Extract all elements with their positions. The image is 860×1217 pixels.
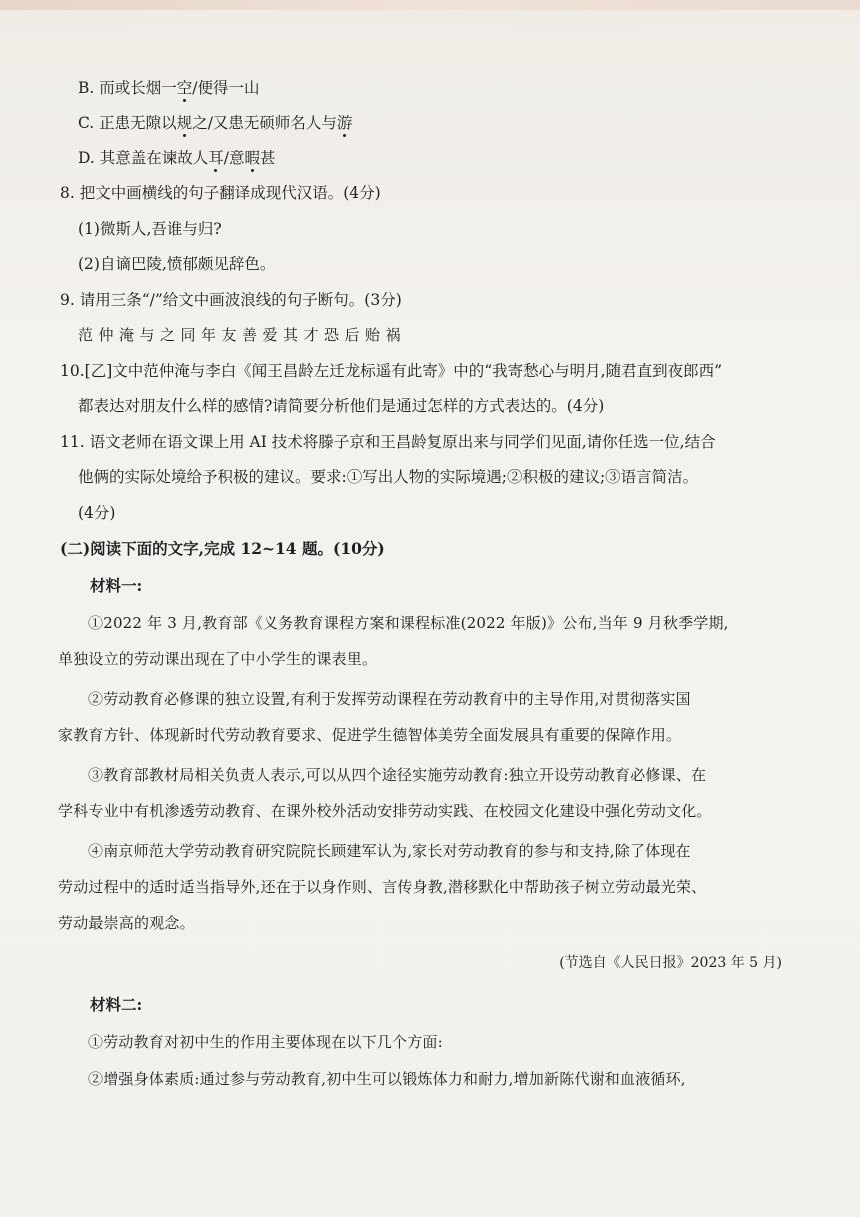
material1-p1-line1: ①2022 年 3 月,教育部《义务教育课程方案和课程标准(2022 年版)》公布,当年 9 月秋季学期, [88,614,729,632]
q9-stem: 9. 请用三条“/”给文中画波浪线的句子断句。(3分) [60,291,402,309]
page-top-edge [0,0,860,10]
material2-heading: 材料二: [90,995,143,1014]
q8-stem: 8. 把文中画横线的句子翻译成现代汉语。(4分) [60,184,381,202]
q7-option-c: C. 正患无隙以规之/又患无硕师名人与游 [78,114,353,132]
material2-p2: ②增强身体素质:通过参与劳动教育,初中生可以锻炼体力和耐力,增加新陈代谢和血液循环, [88,1070,686,1088]
q7-option-b: B. 而或长烟一空/便得一山 [78,79,260,97]
material1-p4-line3: 劳动最崇高的观念。 [58,914,195,932]
material1-p2-line1: ②劳动教育必修课的独立设置,有利于发挥劳动课程在劳动教育中的主导作用,对贯彻落实国 [88,690,691,708]
material1-p3-line1: ③教育部教材局相关负责人表示,可以从四个途径实施劳动教育:独立开设劳动教育必修课、在 [88,766,707,784]
q9-sentence: 范仲淹与之同年友善爱其才恐后贻祸 [78,326,407,344]
q11-line-3: (4分) [78,504,116,522]
material1-p3-line2: 学科专业中有机渗透劳动教育、在课外校外活动安排劳动实践、在校园文化建设中强化劳动文化。 [58,802,712,820]
material1-p1-line2: 单独设立的劳动课出现在了中小学生的课表里。 [58,650,378,668]
q11-line-1: 11. 语文老师在语文课上用 AI 技术将滕子京和王昌龄复原出来与同学们见面,请你任选一位,结合 [60,433,716,451]
material2-p1: ①劳动教育对初中生的作用主要体现在以下几个方面: [88,1033,443,1051]
material1-p4-line1: ④南京师范大学劳动教育研究院院长顾建军认为,家长对劳动教育的参与和支持,除了体现在 [88,842,691,860]
section2-title: (二)阅读下面的文字,完成 12~14 题。(10分) [60,539,385,558]
q10-line-2: 都表达对朋友什么样的感情?请简要分析他们是通过怎样的方式表达的。(4分) [78,397,605,415]
q8-sentence-2: (2)自谪巴陵,愤郁颇见辞色。 [78,255,276,273]
q7-option-d: D. 其意盖在谏故人耳/意暇甚 [78,149,276,167]
material1-p2-line2: 家教育方针、体现新时代劳动教育要求、促进学生德智体美劳全面发展具有重要的保障作用。 [58,726,682,744]
q10-line-1: 10.[乙]文中范仲淹与李白《闻王昌龄左迁龙标遥有此寄》中的“我寄愁心与明月,随君直到夜郎西” [60,362,723,380]
q8-sentence-1: (1)微斯人,吾谁与归? [78,220,222,238]
material1-source: (节选自《人民日报》2023 年 5 月) [559,955,782,971]
material1-p4-line2: 劳动过程中的适时适当指导外,还在于以身作则、言传身教,潜移默化中帮助孩子树立劳动最光荣、 [58,878,707,896]
material1-heading: 材料一: [90,576,143,595]
q11-line-2: 他俩的实际处境给予积极的建议。要求:①写出人物的实际境遇;②积极的建议;③语言简洁。 [78,468,699,486]
